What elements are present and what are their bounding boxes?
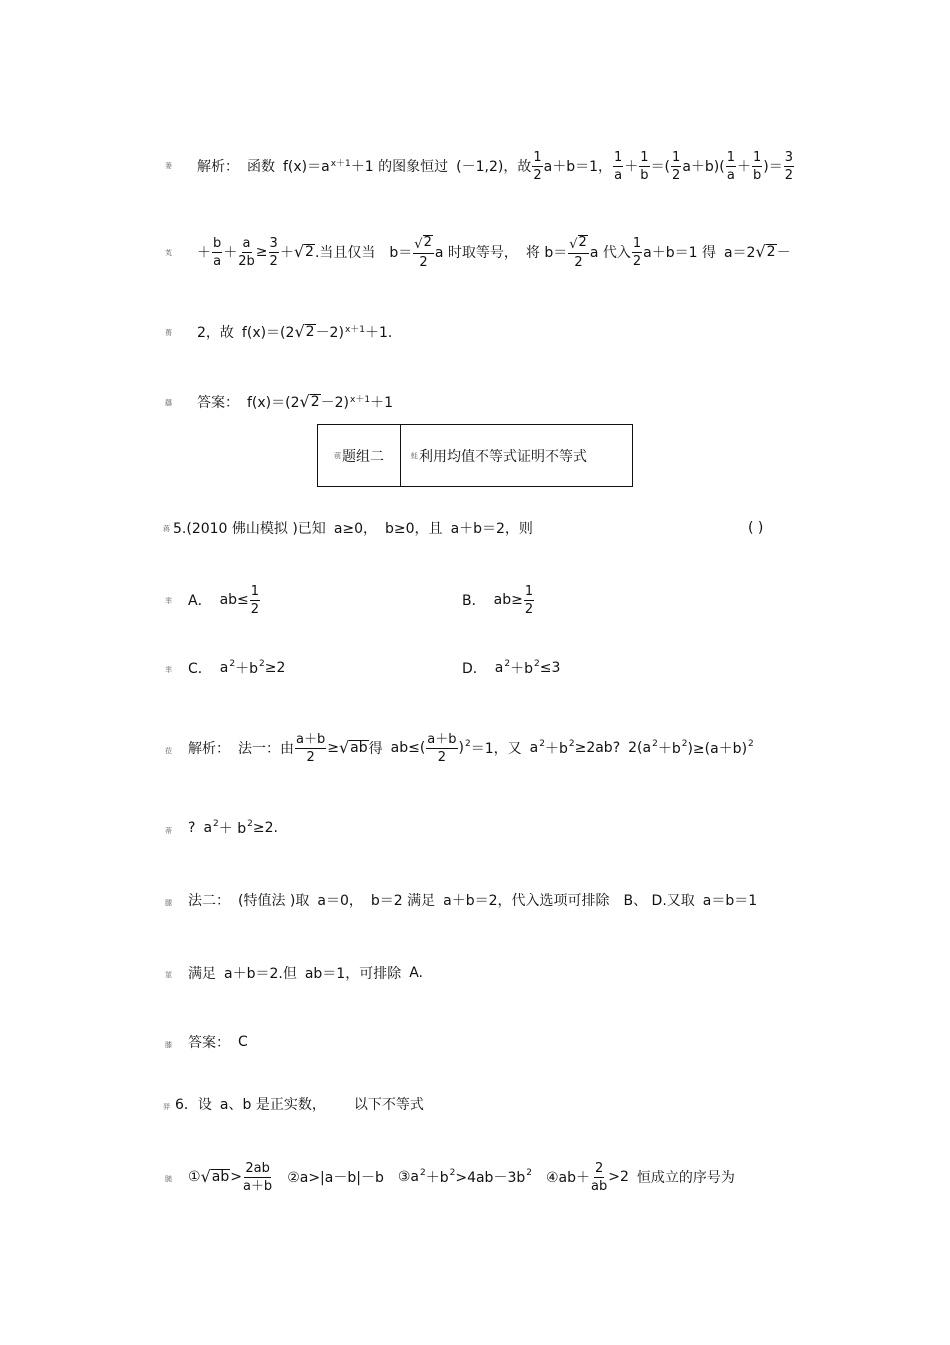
section-group-label: 题组二 <box>342 448 384 465</box>
text: ≤3 <box>539 660 561 676</box>
text: ① <box>188 1169 201 1185</box>
solution-line-3 <box>197 312 392 352</box>
fraction: $\frac{3}{2}$ <box>269 235 278 269</box>
text: b＝ <box>389 245 413 261</box>
text: (特值法 )取 <box>238 893 310 909</box>
text: ≥2ab? <box>574 740 621 756</box>
text: ≥2. <box>252 820 278 836</box>
answer-label: 答案： <box>197 395 239 411</box>
text: ＋b <box>544 741 568 757</box>
fraction: $\frac{1}{b}$ <box>640 149 649 183</box>
exponent: 2 <box>464 739 471 749</box>
square-root: √ 2 <box>294 322 315 342</box>
exponent: 2 <box>534 659 540 669</box>
square-root: √ 2 <box>293 242 314 262</box>
solution-label: 解析： <box>197 159 239 175</box>
text: a＋b＝1 得 <box>643 245 716 261</box>
text: ＋ <box>624 159 639 175</box>
exponent: 2 <box>681 739 688 749</box>
text: >2 <box>608 1169 629 1185</box>
exponent: 2 <box>504 659 511 669</box>
answer-paren: ( ) <box>748 520 764 536</box>
exponent: 2 <box>259 659 265 669</box>
exponent: 2 <box>748 739 754 749</box>
text: ＋1 <box>370 395 393 411</box>
exponent: x＋1 <box>350 394 371 405</box>
fraction: $\frac{1}{2}$ <box>524 583 534 617</box>
fraction: $\frac{2}{ab}$ <box>591 1160 608 1194</box>
text: ＋b <box>235 661 258 677</box>
text: －2) <box>315 325 344 341</box>
option-label: A． <box>188 593 212 609</box>
fraction: $\frac{1}{2}$ <box>632 235 642 269</box>
text: 函数 <box>247 159 275 175</box>
text: 以下不等式 <box>353 1097 424 1113</box>
margin-mark: 莁 <box>165 971 172 979</box>
text: ＋ <box>197 245 211 261</box>
exponent: 2 <box>568 739 575 749</box>
text: ＋ <box>279 245 294 261</box>
section-group-cell <box>318 425 401 486</box>
section-topic-cell <box>401 425 632 486</box>
margin-mark: 芈 <box>165 666 172 674</box>
option-b <box>462 580 535 620</box>
text: ≥ <box>327 740 339 756</box>
text: ab≥ <box>493 592 523 608</box>
question-5-stem <box>173 508 533 548</box>
text: B、 D.又取 <box>623 893 695 909</box>
exponent: 2 <box>213 819 219 829</box>
fraction: $\frac{a+b}{2}$ <box>427 731 457 765</box>
text: ab＝1，可排除 <box>304 966 402 982</box>
text: ④ab＋ <box>545 1170 591 1186</box>
margin-mark: 芈 <box>165 597 172 605</box>
square-root: √ ab <box>200 1167 230 1187</box>
answer-line <box>197 382 393 422</box>
text: a＋b＝1， <box>543 159 612 175</box>
fraction: $\frac{3}{2}$ <box>784 149 794 183</box>
fraction: $\frac{1}{a}$ <box>726 149 735 183</box>
text: a≥0， <box>333 521 378 537</box>
text: ＋ <box>736 159 751 175</box>
exponent: 2 <box>652 739 658 749</box>
text: ≥ <box>255 244 268 260</box>
margin-mark: 蒉 <box>165 329 172 337</box>
margin-mark: 膇 <box>165 1175 172 1183</box>
margin-mark: 莂 <box>334 451 341 460</box>
option-label: C． <box>188 661 212 677</box>
fraction: $\frac{1}{2}$ <box>250 583 260 617</box>
q5-answer-line <box>188 1022 248 1062</box>
margin-mark: 蒂 <box>165 827 172 835</box>
q5-solution-line-2 <box>188 808 278 848</box>
exponent: 2 <box>419 1168 426 1178</box>
text: ) <box>458 740 464 756</box>
margin-mark: 蚝 <box>411 451 418 460</box>
fraction: $\frac{1}{2}$ <box>533 149 542 183</box>
text: a <box>494 660 504 676</box>
text: a <box>529 740 539 756</box>
text: 6．设 <box>175 1097 212 1113</box>
fraction: √ 2 2 <box>414 235 432 270</box>
text: )＝ <box>763 159 783 175</box>
square-root: √ 2 <box>755 242 776 262</box>
margin-mark: 羿 <box>163 1103 170 1111</box>
option-c <box>188 648 285 688</box>
text: ＋b <box>510 661 533 677</box>
margin-mark: 蒋 <box>163 525 170 533</box>
text: b＝2 满足 <box>370 893 436 909</box>
option-d <box>462 648 560 688</box>
text: a <box>219 660 229 676</box>
margin-mark: 莅 <box>165 747 172 755</box>
solution-label: 解析： <box>188 741 230 757</box>
text: ? <box>188 820 196 836</box>
solution-line-1 <box>197 146 795 186</box>
exponent: 2 <box>247 819 253 829</box>
text: ab≤ <box>219 592 249 608</box>
text: a＋b＝2.但 <box>224 966 297 982</box>
fraction: $\frac{a+b}{2}$ <box>296 731 326 765</box>
text: 2，故 <box>197 325 234 341</box>
text: 恒成立的序号为 <box>636 1170 735 1186</box>
exponent: 2 <box>539 739 545 749</box>
question-6-options <box>188 1157 735 1197</box>
text: ②a>|a－b|－b <box>287 1170 384 1186</box>
option-a <box>188 580 261 620</box>
exponent: x＋1 <box>330 158 351 169</box>
exponent: 2 <box>229 659 236 669</box>
text: (－1,2)，故 <box>456 159 532 175</box>
text: 5.(2010 佛山模拟 )已知 <box>173 521 326 537</box>
fraction: $\frac{a}{2b}$ <box>238 235 255 269</box>
square-root: √ 2 <box>299 392 320 412</box>
answer-value: C <box>238 1034 248 1050</box>
fraction: √ 2 2 <box>569 235 587 270</box>
option-label: D． <box>462 661 487 677</box>
exponent: 2 <box>449 1168 456 1178</box>
q5-method-2-line-2 <box>188 953 423 993</box>
margin-mark: 羉 <box>165 399 172 407</box>
text: a、b 是正实数， <box>219 1097 326 1113</box>
text: －2) <box>320 395 350 411</box>
margin-mark: 腿 <box>165 899 172 907</box>
text: .当且仅当 <box>314 245 376 261</box>
text: f(x)＝(2 <box>247 395 300 411</box>
text: － <box>776 245 791 261</box>
text: a 代入 <box>589 245 631 261</box>
text: a＝0， <box>317 893 363 909</box>
text: ab≤( <box>390 740 426 756</box>
text: a <box>203 820 213 836</box>
text: b≥0，且 <box>385 521 443 537</box>
text: 2(a <box>628 740 652 756</box>
text: ＋ b <box>218 821 247 837</box>
square-root: √ ab <box>338 738 368 758</box>
fraction: $\frac{1}{b}$ <box>752 149 762 183</box>
text: 满足 <box>188 966 216 982</box>
text: >4ab－3b <box>455 1170 526 1186</box>
section-topic-label: 利用均值不等式证明不等式 <box>419 448 587 465</box>
text: ＋b <box>425 1170 449 1186</box>
text: a＝b＝1 <box>702 893 758 909</box>
exponent: 2 <box>526 1168 532 1178</box>
text: a＋b＝2，代入选项可排除 <box>443 893 610 909</box>
section-heading-table <box>317 424 633 487</box>
text: 法一：由 <box>238 741 294 757</box>
text: ＋1. <box>365 325 393 341</box>
text: 将 b＝ <box>525 245 568 261</box>
text: f(x)＝(2 <box>241 325 295 341</box>
text: a 时取等号， <box>434 245 518 261</box>
question-6-stem <box>175 1084 424 1124</box>
margin-mark: 芄 <box>165 249 172 257</box>
text: ＝1，又 <box>470 741 522 757</box>
text: a＝2 <box>723 245 756 261</box>
margin-mark: 膝 <box>165 1041 172 1049</box>
text: a＋b＝2，则 <box>450 521 533 537</box>
option-label: B． <box>462 593 486 609</box>
text: a＋b)( <box>682 159 725 175</box>
q5-solution-line-1 <box>188 728 754 768</box>
fraction: $\frac{1}{a}$ <box>614 149 623 183</box>
fraction: $\frac{2ab}{a+b}$ <box>242 1160 273 1194</box>
text: ≥2 <box>264 660 286 676</box>
fraction: $\frac{b}{a}$ <box>213 235 222 269</box>
text: f(x)＝a <box>283 159 330 175</box>
answer-label: 答案： <box>188 1035 230 1051</box>
text: 得 <box>368 741 383 757</box>
text: 法二： <box>188 893 230 909</box>
text: ＋1 的图象恒过 <box>350 159 449 175</box>
text: ＝( <box>650 159 671 175</box>
text: > <box>230 1169 242 1185</box>
text: ＋b <box>657 741 681 757</box>
text: ＋ <box>223 245 238 261</box>
solution-line-2 <box>197 232 791 272</box>
exponent: x＋1 <box>344 324 365 335</box>
text: A. <box>409 965 423 981</box>
text: )≥(a＋b) <box>687 741 748 757</box>
margin-mark: 蒌 <box>165 162 172 170</box>
q5-method-2-line-1 <box>188 880 757 920</box>
fraction: $\frac{1}{2}$ <box>672 149 681 183</box>
text: ③a <box>397 1169 419 1185</box>
